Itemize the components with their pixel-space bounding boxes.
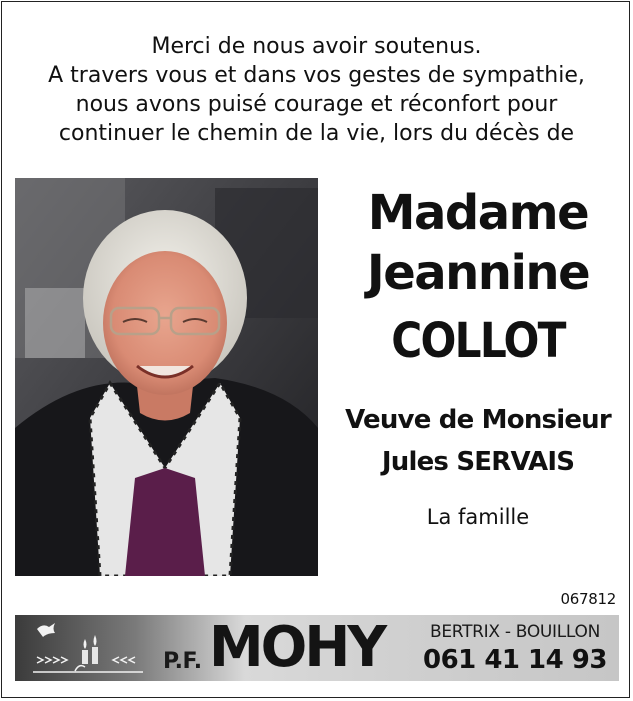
- deceased-first-name: Jeannine: [366, 245, 590, 301]
- spouse-name: Jules SERVAIS: [381, 447, 575, 477]
- widow-line: Veuve de Monsieur: [345, 405, 611, 435]
- funeral-home-name: MOHY: [209, 615, 385, 680]
- deceased-last-name: COLLOT: [391, 313, 565, 369]
- reference-number: 067812: [560, 590, 616, 608]
- funeral-home-locations: BERTRIX - BOUILLON: [429, 622, 600, 642]
- intro-line: A travers vous et dans vos gestes de sympathie,: [48, 63, 585, 88]
- funeral-home-banner: [15, 615, 619, 681]
- candle-icon: [82, 639, 88, 664]
- intro-line: nous avons puisé courage et réconfort pour: [75, 92, 558, 117]
- signature: La famille: [426, 505, 530, 529]
- funeral-home-prefix: P.F.: [163, 649, 202, 674]
- deceased-title: Madame: [367, 185, 589, 241]
- thank-you-message: [0, 32, 633, 148]
- funeral-home-phone: 061 41 14 93: [423, 645, 607, 675]
- dove-icon: [37, 623, 55, 637]
- candle-icon: [92, 635, 98, 664]
- funeral-home-logo: [15, 615, 155, 681]
- intro-line: continuer le chemin de la vie, lors du décès de: [58, 121, 575, 146]
- portrait-photo: [15, 178, 318, 576]
- intro-line: Merci de nous avoir soutenus.: [151, 34, 482, 59]
